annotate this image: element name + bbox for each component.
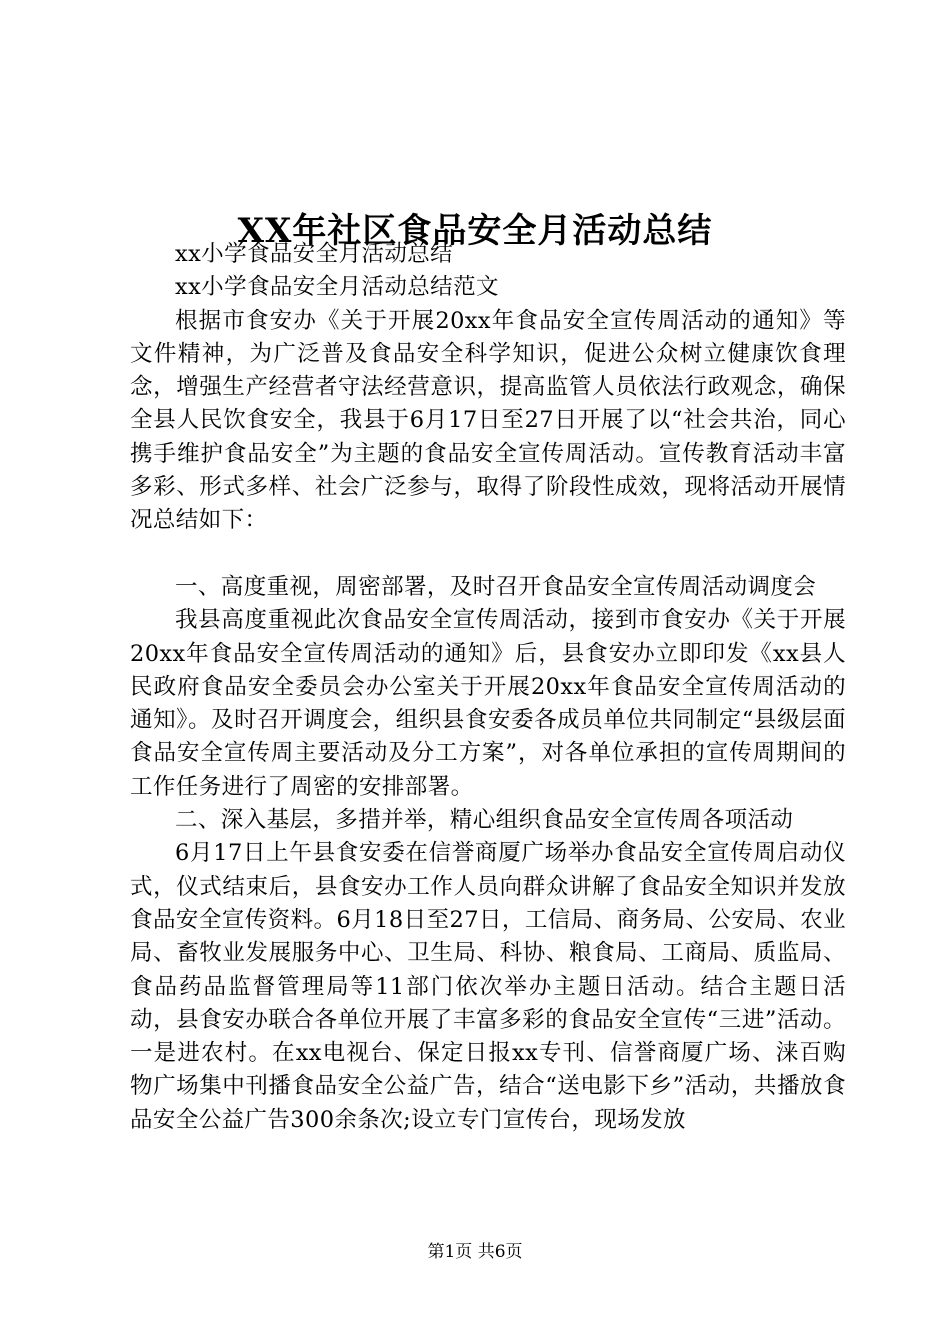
body-paragraph: 我县高度重视此次食品安全宣传周活动，接到市食安办《关于开展20xx年食品安全宣传周活动的通知》后，县食安办立即印发《xx县人民政府食品安全委员会办公室关于开展20xx年食品安全宣传周活动的通知》。及时召开调度会，组织县食安委各成员单位共同制定“县级层面食品安全宣传周主要活动及分工方案”，对各单位承担的宣传周期间的工作任务进行了周密的安排部署。 — [130, 607, 846, 800]
blank-line — [130, 538, 846, 571]
body-paragraph: 6月17日上午县食安委在信誉商厦广场举办食品安全宣传周启动仪式，仪式结束后，县食安办工作人员向群众讲解了食品安全知识并发放食品安全宣传资料。6月18日至27日，工信局、商务局、公安局、农业局、畜牧业发展服务中心、卫生局、科协、粮食局、工商局、质监局、食品药品监督管理局等11部门依次举办主题日活动。结合主题日活动，县食安办联合各单位开展了丰富多彩的食品安全宣传“三进”活动。一是进农村。在xx电视台、保定日报xx专刊、信誉商厦广场、涞百购物广场集中刊播食品安全公益广告，结合“送电影下乡”活动，共播放食品安全公益广告300余条次;设立专门宣传台，现场发放 — [130, 840, 846, 1133]
body-paragraph: xx小学食品安全月活动总结范文 — [175, 274, 499, 301]
body-paragraph: xx小学食品安全月活动总结 — [175, 241, 454, 267]
body-paragraph: 根据市食安办《关于开展20xx年食品安全宣传周活动的通知》等文件精神，为广泛普及食品安全科学知识，促进公众树立健康饮食理念，增强生产经营者守法经营意识，提高监管人员依法行政观念，确保全县人民饮食安全，我县于6月17日至27日开展了以“社会共治，同心携手维护食品安全”为主题的食品安全宣传周活动。宣传教育活动丰富多彩、形式多样、社会广泛参与，取得了阶段性成效，现将活动开展情况总结如下： — [130, 307, 846, 534]
page-footer: 第1页 共6页 — [427, 1242, 523, 1262]
document-body — [130, 238, 846, 1137]
section-heading: 二、深入基层，多措并举，精心组织食品安全宣传周各项活动 — [175, 807, 794, 834]
section-heading: 一、高度重视，周密部署，及时召开食品安全宣传周活动调度会 — [175, 573, 817, 600]
document-title: XX年社区食品安全月活动总结 — [237, 210, 713, 251]
